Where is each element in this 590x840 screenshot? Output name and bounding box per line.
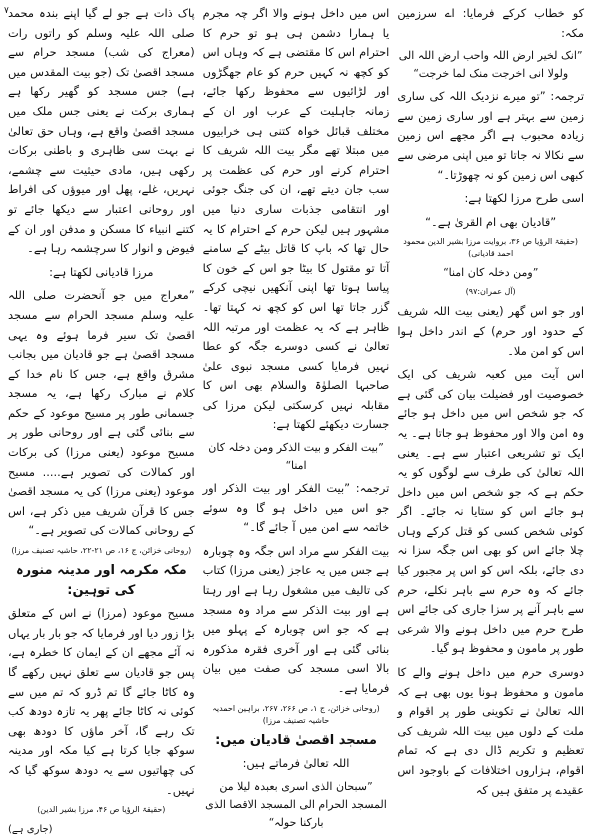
reference: (حقیقۃ الرؤیا ص ۴۶، مرزا بشیر الدین)	[37, 805, 166, 815]
paragraph: اس میں داخل ہونے والا اگر چہ مجرم یا ہمارا دشمن ہی ہو تو حرم کا احترام اس کا مقتضی ہے کہ وہاں اس کو کچھ نہ کہیں حرم کو عام جھگڑوں اور لڑائیوں سے محفوظ رکھا جائے، زمانہ جاہلیت کے عرب اور ان کے مختلف قبائل خواہ کتنی ہی خرابیوں میں مبتلا تھے مگر بیت اللہ شریف کا احترام کرنے اور حرم کی عظمت پر سب جان دیتے تھے، ان کی جنگ جوئی اور انتقامی جذبات ساری دنیا میں مشہور ہیں لیکن حرم کے احترام کا یہ حال تھا کہ باپ کا قاتل بیٹے کے سامنے آتا تو مقتول کا بیٹا جو اس کے خون کا پیاسا ہوتا تھا اپنی آنکھیں نیچی کرکے گزر جاتا تھا اس کو کچھ نہ کہتا تھا۔ ظاہر ہے کہ یہ عظمت اور مرتبہ اللہ تعالیٰ نے کسی دوسرے جگہ کو عطا نہیں فرمایا کسی مسجد نبوی علیٰ صاحبہا الصلوٰۃ والسلام بھی اس کا مقابلہ نہیں کرسکتی لیکن مرزا کی جسارت دیکھئے لکھتا ہے:	[202, 6, 390, 432]
page-columns	[7, 4, 584, 836]
paragraph: اللہ تعالیٰ فرماتے ہیں:	[242, 756, 350, 771]
paragraph: ترجمہ: ”بیت الفکر اور بیت الذکر اور جو اس میں داخل ہو گا وہ سوئے خاتمہ سے امن میں آ جائے گا۔“	[202, 481, 390, 535]
quote: ”معراج میں جو آنحضرت صلی اللہ علیہ وسلم مسجد الحرام سے مسجد اقصیٰ تک سیر فرما ہوئے وہ یہی مسجد اقصیٰ ہے جو قادیان میں بجانب مشرق واقع ہے، جس کا نام خدا کے کلام نے مبارک رکھا ہے، یہ مسجد جسمانی طور پر مسیح موعود کے حکم سے بنائی گئی ہے اور روحانی طور پر مسیح موعود (یعنی مرزا) کی برکات اور کمالات کی تصویر ہے..... مسیح موعود (یعنی مرزا) کی یہ مسجد اقصیٰ جس کا قرآن شریف میں ذکر ہے، اس کے روحانی کمالات کی تصویر ہے۔“	[7, 288, 195, 538]
column-right	[397, 4, 584, 796]
arabic-quote: ”ومن دخلہ کان امنا“	[442, 266, 539, 280]
arabic-quote: ”سبحان الذی اسری بعبدہ لیلا من المسجد الحرام الی المسجد الاقصا الذی بارکنا حولہ“	[205, 779, 387, 829]
section-heading: مسجد اقصیٰ قادیان میں:	[215, 732, 377, 748]
paragraph: دوسری حرم میں داخل ہونے والے کا مامون و محفوظ ہونا یوں بھی ہے کہ اللہ تعالیٰ نے تکوینی طور پر اقوام و ملت کے دلوں میں بیت اللہ شریف کی تعظیم و تکریم ڈال دی ہے کہ تمام اقوام، ہزاروں اختلافات کے باوجود اس عقیدے پر متفق ہیں کہ	[397, 665, 584, 797]
page-number: ۷	[4, 6, 9, 16]
reference: (آل عمران:۹۷)	[465, 287, 516, 297]
reference: (روحانی خزائن، ج ۱، ص ۲۶۶، ۲۶۷، براہین احمدیہ حاشیہ تصنیف مرزا)	[212, 703, 380, 725]
column-left	[7, 4, 195, 836]
paragraph: مرزا قادیانی لکھتا ہے:	[49, 264, 154, 279]
continued-label: (جاری ہے)	[7, 824, 53, 836]
section-heading: مکہ مکرمہ اور مدینہ منورہ کی توہین:	[15, 563, 187, 598]
paragraph: بیت الفکر سے مراد اس جگہ وہ چوبارہ ہے جس میں یہ عاجز (یعنی مرزا) کتاب کی تالیف میں مشغول رہا ہے اور رہتا ہے اور بیت الذکر سے مراد وہ مسجد ہے کہ جو اس چوبارہ کے پہلو میں بنائی گئی ہے اور آخری فقرہ مذکورہ بالا اسی مسجد کی صفت میں بیان فرمایا ہے۔	[202, 543, 390, 695]
paragraph: اسی طرح مرزا لکھتا ہے:	[464, 191, 584, 206]
paragraph: پاک ذات ہے جو لے گیا اپنے بندہ محمد صلی اللہ علیہ وسلم کو راتوں رات (معراج کی شب) مسجد حرام سے مسجد اقصیٰ تک (جو بیت المقدس میں ہے) جس مسجد کو گھیر رکھا ہے ہماری برکت نے یعنی جس ملک میں مسجد اقصیٰ واقع ہے، وہاں حق تعالیٰ نے بہت سی ظاہری و باطنی برکات رکھی ہیں، مادی حیثیت سے چشمے، نہریں، غلے، پھل اور میوؤں کی افراط اور روحانی اعتبار سے دیکھا جائے تو کتنے انبیاء کا مسکن و مدفن اور ان کے فیوض و انوار کا سرچشمہ رہا ہے۔	[7, 6, 195, 256]
arabic-quote: ”انک لخیر ارض اللہ واحب ارض اللہ الی ولولا انی اخرجت منک لما خرجت“	[398, 49, 583, 81]
reference: (حقیقۃ الرؤیا ص ۳۶، بروایت مرزا بشیر الدین محمود احمد قادیانی)	[403, 237, 579, 259]
paragraph: مسیح موعود (مرزا) نے اس کے متعلق بڑا زور دیا اور فرمایا کہ جو بار بار یہاں نہ آئے مجھے ان کے ایمان کا خطرہ ہے، پس جو قادیان سے تعلق نہیں رکھے گا وہ کاٹا جائے گا تم ڈرو کہ تم میں سے کوئی نہ کاٹا جائے پھر یہ تازہ دودھ کب تک رہے گا، آخر ماؤں کا دودھ بھی سوکھ جایا کرتا ہے کیا مکہ اور مدینہ کی چھاتیوں سے یہ دودھ سوکھ گیا کہ نہیں۔	[7, 606, 195, 797]
quote: ”قادیان بھی ام القریٰ ہے۔“	[425, 214, 557, 229]
paragraph: ترجمہ: ”تو میرے نزدیک اللہ کی ساری زمین سے بہتر ہے اور ساری زمین سے زیادہ محبوب ہے اگر مجھے اس زمین سے نکالا نہ جاتا تو میں اپنی مرضی سے کبھی اس زمین کو نہ چھوڑتا۔“	[397, 89, 584, 182]
paragraph: اور جو اس گھر (یعنی بیت اللہ شریف کے حدود اور حرم) کے اندر داخل ہوا اس کو امن ملا۔	[397, 304, 584, 358]
column-middle	[202, 4, 390, 829]
arabic-quote: ”بیت الفکر و بیت الذکر ومن دخلہ کان امنا“	[208, 441, 384, 473]
reference: (روحانی خزائن، ج ۱۶، ص ۲۱-۲۲، حاشیہ تصنیف مرزا)	[11, 546, 192, 556]
paragraph: اس آیت میں کعبہ شریف کی ایک خصوصیت اور فضیلت بیان کی گئی ہے کہ جو شخص اس میں داخل ہو جائے وہ امن والا اور محفوظ ہو جاتا ہے۔ یہ ایک تو تشریعی اعتبار سے ہے۔ یعنی اللہ تعالیٰ کی طرف سے لوگوں کو یہ حکم ہے کہ جو شخص اس میں داخل ہو جائے اس کو ستایا نہ جائے۔ اگر کوئی شخص کسی کو قتل کرکے وہاں چلا جائے اس کو بھی اس جگہ سزا نہ دی جائے، بلکہ اس کو اس پر مجبور کیا جائے کہ وہ حرم سے باہر نکلے، حرم سے باہر آنے پر سزا جاری کی جائے اس طرح حرم میں داخل ہونے والا شرعی طور پر مامون و محفوظ ہو گیا۔	[397, 367, 584, 656]
paragraph: کو خطاب کرکے فرمایا: اے سرزمین مکہ:	[397, 6, 584, 40]
